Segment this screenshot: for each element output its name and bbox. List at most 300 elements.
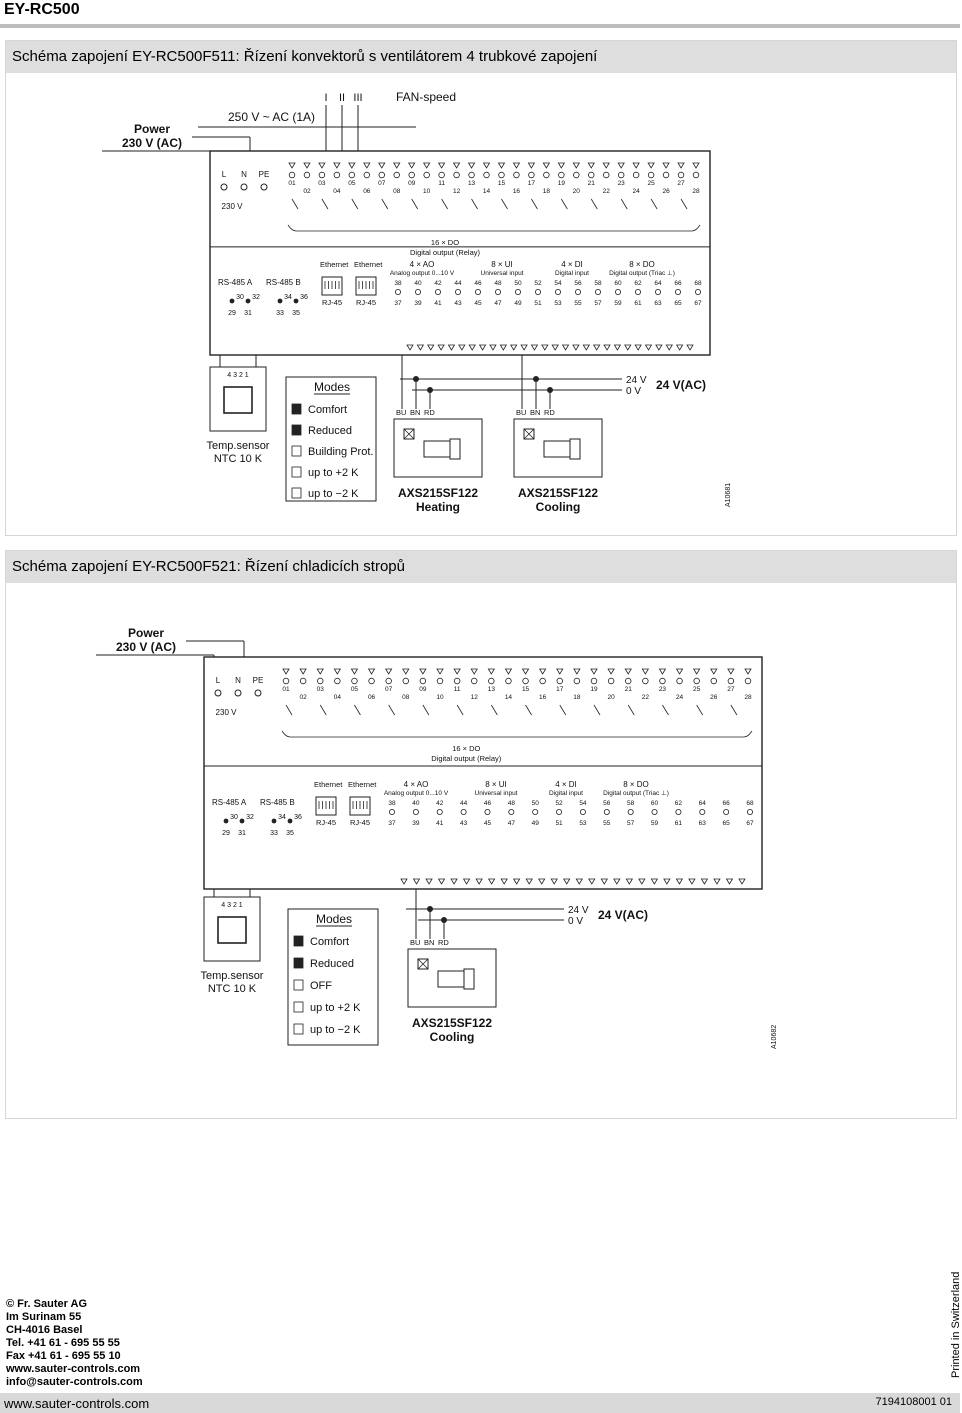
terminal-screw	[595, 289, 600, 294]
terminal-number: 10	[423, 188, 431, 195]
terminal-screw	[335, 678, 341, 684]
rs485-b-label: RS-485 B	[266, 278, 301, 287]
mode-label: OFF	[310, 980, 332, 992]
rs485-terminal	[230, 299, 235, 304]
terminal-number: 32	[246, 814, 254, 821]
wiring-diagram-1	[6, 41, 956, 535]
terminal-number: 15	[521, 686, 530, 693]
temp-sensor-label: Temp.sensor	[200, 970, 264, 982]
terminal-number: 68	[746, 800, 754, 807]
terminal-screw	[461, 809, 466, 814]
di-subtitle: Digital input	[549, 790, 583, 797]
terminal-screw	[241, 184, 247, 190]
mode-icon	[292, 425, 301, 435]
rs485-terminal	[246, 299, 251, 304]
mode-label: Reduced	[308, 425, 353, 437]
terminal-number: 62	[674, 800, 683, 807]
di-title: 4 × DI	[561, 260, 583, 269]
terminal-screw	[369, 678, 375, 684]
terminal-number: 56	[574, 280, 582, 287]
terminal-number: 67	[694, 300, 702, 307]
terminal-number: 42	[434, 280, 442, 287]
company-tel: Tel. +41 61 - 695 55 55	[6, 1337, 120, 1349]
terminal-screw	[695, 289, 700, 294]
sensor-terminal-numbers: 4 3 2 1	[227, 372, 249, 379]
wiring-section-2	[5, 550, 957, 1119]
terminal-number: 48	[507, 800, 515, 807]
terminal-number: 48	[494, 280, 502, 287]
wire-junction	[427, 906, 433, 912]
terminal-number: 36	[294, 814, 302, 821]
terminal-number: 34	[278, 814, 286, 821]
terminal-screw	[573, 172, 579, 178]
terminal-screw	[379, 172, 385, 178]
actuator-model: AXS215SF122	[397, 486, 479, 500]
rs485-terminal	[240, 819, 245, 824]
terminal-number: 18	[573, 694, 581, 701]
mode-label: up to −2 K	[310, 1024, 361, 1036]
terminal-screw	[386, 678, 392, 684]
terminal-number: 57	[627, 820, 635, 827]
wire-color-label: RD	[544, 408, 555, 417]
power-label: Power	[127, 626, 165, 640]
ethernet-label: Ethernet	[348, 780, 377, 789]
terminal-screw	[509, 809, 514, 814]
terminal-number: 30	[236, 294, 244, 301]
document-title: EY-RC500	[4, 1, 80, 18]
terminal-screw	[678, 172, 684, 178]
terminal-screw	[604, 809, 609, 814]
terminal-screw	[675, 289, 680, 294]
terminal-screw	[437, 678, 443, 684]
terminal-number: 42	[436, 800, 444, 807]
fan-speed-label: FAN-speed	[396, 90, 457, 104]
terminal-screw	[261, 184, 267, 190]
actuator-role: Cooling	[429, 1030, 475, 1044]
terminal-screw	[499, 172, 505, 178]
terminal-number: 60	[614, 280, 622, 287]
terminal-number: 44	[459, 800, 468, 807]
terminal-number: 28	[744, 694, 752, 701]
terminal-screw	[415, 289, 420, 294]
terminal-screw	[215, 690, 221, 696]
mode-label: Comfort	[310, 936, 350, 948]
terminal-number: 29	[228, 310, 236, 317]
do-subtitle: Digital output (Relay)	[409, 248, 481, 257]
terminal-number: 58	[594, 280, 602, 287]
do-subtitle: Digital output (Relay)	[431, 754, 502, 763]
terminal-number: 07	[385, 686, 393, 693]
terminal-number: 03	[316, 686, 324, 693]
terminal-number: 59	[614, 300, 622, 307]
terminal-number: 14	[482, 188, 491, 195]
terminal-screw	[533, 809, 538, 814]
terminal-number: 27	[677, 180, 685, 187]
do2-title: 8 × DO	[629, 260, 655, 269]
ethernet-label: Ethernet	[320, 260, 349, 269]
ui-subtitle: Universal input	[474, 790, 518, 797]
terminal-number: 68	[694, 280, 702, 287]
terminal-number: 13	[487, 686, 495, 693]
terminal-number: 44	[454, 280, 462, 287]
supply-24v-label: 24 V	[568, 905, 589, 916]
terminal-screw	[544, 172, 550, 178]
power-voltage-label: 230 V (AC)	[115, 640, 177, 654]
mode-label: Building Prot.	[308, 446, 374, 458]
terminal-number: 29	[222, 830, 230, 837]
di-subtitle: Digital input	[555, 270, 589, 277]
terminal-number: 11	[453, 686, 461, 693]
mode-label: Reduced	[310, 958, 355, 970]
terminal-number: 62	[634, 280, 642, 287]
terminal-number: 37	[388, 820, 396, 827]
terminal-screw	[625, 678, 631, 684]
terminal-number: 65	[674, 300, 682, 307]
terminal-screw	[506, 678, 512, 684]
terminal-number: 02	[299, 694, 307, 701]
ui-title: 8 × UI	[485, 780, 507, 789]
company-city: CH-4016 Basel	[6, 1324, 83, 1336]
mode-icon	[294, 936, 303, 946]
wire-color-label: RD	[438, 938, 449, 947]
terminal-number: 07	[378, 180, 386, 187]
mode-label: up to +2 K	[310, 1002, 361, 1014]
terminal-screw	[608, 678, 614, 684]
terminal-screw	[677, 678, 683, 684]
terminal-number: 51	[534, 300, 542, 307]
fan-step-label: II	[338, 92, 346, 104]
actuator-role: Heating	[415, 500, 461, 514]
terminal-number: 46	[474, 280, 482, 287]
terminal-screw	[475, 289, 480, 294]
terminal-screw	[728, 678, 734, 684]
terminal-screw	[555, 289, 560, 294]
modes-title: Modes	[313, 380, 351, 394]
terminal-number: 53	[579, 820, 587, 827]
power-terminal-label: N	[235, 676, 241, 685]
terminal-number: 36	[300, 294, 308, 301]
terminal-number: 15	[497, 180, 506, 187]
mode-label: Comfort	[308, 404, 348, 416]
rs485-terminal	[272, 819, 277, 824]
footer-url: www.sauter-controls.com	[4, 1396, 150, 1411]
terminal-number: 21	[587, 180, 595, 187]
terminal-screw	[747, 809, 752, 814]
rs485-terminal	[278, 299, 283, 304]
terminal-number: 64	[654, 280, 662, 287]
company-web: www.sauter-controls.com	[6, 1363, 141, 1375]
terminal-number: 40	[412, 800, 420, 807]
terminal-number: 33	[276, 310, 284, 317]
terminal-number: 30	[230, 814, 238, 821]
terminal-screw	[221, 184, 227, 190]
terminal-number: 56	[603, 800, 611, 807]
terminal-screw	[439, 172, 445, 178]
terminal-number: 43	[459, 820, 468, 827]
terminal-number: 26	[710, 694, 718, 701]
terminal-number: 09	[408, 180, 416, 187]
terminal-screw	[628, 809, 633, 814]
terminal-screw	[471, 678, 477, 684]
power-label: Power	[133, 122, 171, 136]
terminal-screw	[469, 172, 475, 178]
terminal-number: 35	[292, 310, 300, 317]
power-terminal-label: N	[241, 170, 247, 179]
power-terminal-label: PE	[258, 170, 270, 179]
terminal-screw	[652, 809, 657, 814]
document-code: 7194108001 01	[875, 1396, 952, 1408]
wire-junction	[441, 917, 447, 923]
wire-color-label: BU	[410, 938, 421, 947]
terminal-number: 17	[527, 180, 536, 187]
terminal-number: 06	[367, 694, 376, 701]
terminal-number: 61	[674, 820, 683, 827]
temp-sensor-type: NTC 10 K	[207, 983, 257, 995]
terminal-number: 39	[412, 820, 420, 827]
terminal-number: 08	[393, 188, 401, 195]
terminal-number: 25	[647, 180, 655, 187]
terminal-screw	[663, 172, 669, 178]
terminal-number: 50	[514, 280, 522, 287]
terminal-screw	[535, 289, 540, 294]
terminal-number: 24	[675, 694, 684, 701]
terminal-number: 20	[572, 188, 580, 195]
terminal-number: 26	[662, 188, 670, 195]
wire-junction	[413, 376, 419, 382]
terminal-screw	[394, 172, 400, 178]
terminal-number: 28	[692, 188, 700, 195]
terminal-screw	[724, 809, 729, 814]
terminal-number: 49	[531, 820, 539, 827]
terminal-number: 03	[318, 180, 326, 187]
terminal-number: 53	[554, 300, 562, 307]
company-name: © Fr. Sauter AG	[6, 1298, 88, 1310]
terminal-screw	[574, 678, 580, 684]
terminal-screw	[635, 289, 640, 294]
rj45-label: RJ-45	[322, 298, 343, 307]
power-terminal-label: L	[221, 170, 227, 179]
terminal-screw	[540, 678, 546, 684]
terminal-screw	[349, 172, 355, 178]
terminal-number: 49	[514, 300, 522, 307]
di-title: 4 × DI	[555, 780, 577, 789]
terminal-screw	[693, 172, 699, 178]
terminal-number: 55	[603, 820, 611, 827]
terminal-number: 04	[333, 188, 341, 195]
terminal-screw	[454, 172, 460, 178]
terminal-number: 63	[654, 300, 662, 307]
section-1-title: Schéma zapojení EY-RC500F511: Řízení konvektorů s ventilátorem 4 trubkové zapojení	[6, 41, 956, 73]
terminal-number: 02	[303, 188, 311, 195]
mode-icon	[292, 467, 301, 477]
terminal-screw	[588, 172, 594, 178]
terminal-number: 47	[494, 300, 502, 307]
do-title: 16 × DO	[452, 744, 481, 753]
wire-junction	[547, 387, 553, 393]
fan-step-label: I	[324, 92, 328, 104]
terminal-number: 54	[554, 280, 562, 287]
terminal-screw	[580, 809, 585, 814]
terminal-screw	[395, 289, 400, 294]
rs485-a-label: RS-485 A	[212, 798, 247, 807]
terminal-number: 08	[402, 694, 410, 701]
terminal-number: 66	[674, 280, 682, 287]
terminal-number: 18	[542, 188, 550, 195]
printed-in-note: Printed in Switzerland	[950, 1271, 962, 1378]
supply-0v-label: 0 V	[568, 916, 584, 927]
drawing-number: A10682	[771, 1024, 778, 1049]
terminal-number: 27	[727, 686, 735, 693]
terminal-number: 20	[607, 694, 615, 701]
terminal-screw	[489, 678, 495, 684]
terminal-number: 05	[350, 686, 359, 693]
supply-24v-label: 24 V	[626, 375, 647, 386]
mode-label: up to −2 K	[308, 488, 359, 500]
ac-rating-label: 250 V ~ AC (1A)	[228, 110, 316, 124]
terminal-screw	[283, 678, 289, 684]
actuator-model: AXS215SF122	[411, 1016, 493, 1030]
terminal-number: 16	[539, 694, 547, 701]
terminal-number: 12	[452, 188, 461, 195]
terminal-screw	[615, 289, 620, 294]
terminal-number: 66	[722, 800, 730, 807]
rs485-terminal	[224, 819, 229, 824]
terminal-number: 46	[483, 800, 492, 807]
rs485-terminal	[294, 299, 299, 304]
terminal-screw	[556, 809, 561, 814]
terminal-number: 22	[602, 188, 610, 195]
terminal-number: 12	[470, 694, 478, 701]
do2-subtitle: Digital output (Triac ⊥)	[603, 790, 669, 797]
terminal-number: 38	[388, 800, 396, 807]
terminal-screw	[648, 172, 654, 178]
terminal-screw	[660, 678, 666, 684]
wire-color-label: BU	[516, 408, 527, 417]
terminal-number: 51	[555, 820, 563, 827]
company-street: Im Surinam 55	[6, 1311, 82, 1323]
terminal-screw	[618, 172, 624, 178]
wire-junction	[427, 387, 433, 393]
terminal-number: 55	[574, 300, 582, 307]
terminal-number: 41	[434, 300, 442, 307]
mode-icon	[294, 958, 303, 968]
terminal-screw	[655, 289, 660, 294]
terminal-number: 05	[348, 180, 356, 187]
actuator-circuit	[424, 441, 450, 457]
terminal-number: 32	[252, 294, 260, 301]
terminal-number: 23	[658, 686, 667, 693]
terminal-screw	[437, 809, 442, 814]
terminal-screw	[633, 172, 639, 178]
company-email: info@sauter-controls.com	[6, 1376, 143, 1388]
mode-icon	[292, 446, 301, 456]
terminal-screw	[485, 809, 490, 814]
actuator-circuit	[450, 439, 460, 459]
terminal-number: 31	[238, 830, 246, 837]
power-terminal-label: PE	[252, 676, 264, 685]
terminal-screw	[289, 172, 295, 178]
terminal-screw	[364, 172, 370, 178]
company-address	[6, 1298, 143, 1389]
supply-voltage-label: 230 V	[215, 708, 237, 717]
supply-label: 24 V(AC)	[656, 378, 707, 392]
wire-color-label: BU	[396, 408, 407, 417]
terminal-screw	[409, 172, 415, 178]
temp-sensor-display	[218, 917, 246, 943]
do2-subtitle: Digital output (Triac ⊥)	[609, 270, 675, 277]
ethernet-label: Ethernet	[314, 780, 343, 789]
terminal-number: 16	[512, 188, 521, 195]
terminal-number: 63	[698, 820, 706, 827]
terminal-screw	[694, 678, 700, 684]
wire-junction	[533, 376, 539, 382]
terminal-number: 23	[617, 180, 625, 187]
temp-sensor-type: NTC 10 K	[213, 453, 263, 465]
actuator-circuit	[570, 439, 580, 459]
actuator-role: Cooling	[535, 500, 581, 514]
mode-icon	[292, 404, 301, 414]
ao-subtitle: Analog output 0...10 V	[383, 790, 449, 797]
terminal-screw	[523, 678, 529, 684]
ao-subtitle: Analog output 0...10 V	[389, 270, 455, 277]
rs485-b-label: RS-485 B	[260, 798, 295, 807]
ethernet-label: Ethernet	[354, 260, 383, 269]
terminal-screw	[334, 172, 340, 178]
terminal-screw	[455, 289, 460, 294]
terminal-number: 65	[722, 820, 730, 827]
ao-title: 4 × AO	[409, 260, 435, 269]
terminal-number: 21	[624, 686, 632, 693]
terminal-number: 09	[419, 686, 427, 693]
terminal-number: 25	[693, 686, 701, 693]
terminal-number: 38	[394, 280, 402, 287]
terminal-screw	[529, 172, 535, 178]
rj45-label: RJ-45	[316, 818, 337, 827]
wire-color-label: BN	[424, 938, 435, 947]
terminal-screw	[495, 289, 500, 294]
wire-color-label: BN	[530, 408, 541, 417]
terminal-number: 59	[650, 820, 659, 827]
drawing-number: A10681	[725, 482, 732, 507]
mode-icon	[292, 488, 301, 498]
mode-icon	[294, 980, 303, 990]
terminal-number: 06	[363, 188, 371, 195]
temp-sensor-label: Temp.sensor	[206, 440, 270, 452]
terminal-number: 67	[746, 820, 754, 827]
terminal-screw	[515, 289, 520, 294]
terminal-number: 54	[579, 800, 587, 807]
terminal-number: 34	[284, 294, 292, 301]
terminal-number: 19	[557, 180, 565, 187]
terminal-number: 58	[627, 800, 635, 807]
ui-subtitle: Universal input	[480, 270, 524, 277]
terminal-number: 01	[288, 180, 296, 187]
terminal-number: 04	[333, 694, 341, 701]
mode-label: up to +2 K	[308, 467, 359, 479]
terminal-screw	[559, 172, 565, 178]
terminal-screw	[352, 678, 358, 684]
terminal-screw	[420, 678, 426, 684]
terminal-number: 60	[650, 800, 659, 807]
actuator-circuit	[544, 441, 570, 457]
mode-icon	[294, 1024, 303, 1034]
terminal-number: 37	[394, 300, 402, 307]
actuator-circuit	[438, 971, 464, 987]
terminal-number: 40	[414, 280, 422, 287]
terminal-screw	[484, 172, 490, 178]
terminal-screw	[317, 678, 323, 684]
terminal-screw	[514, 172, 520, 178]
